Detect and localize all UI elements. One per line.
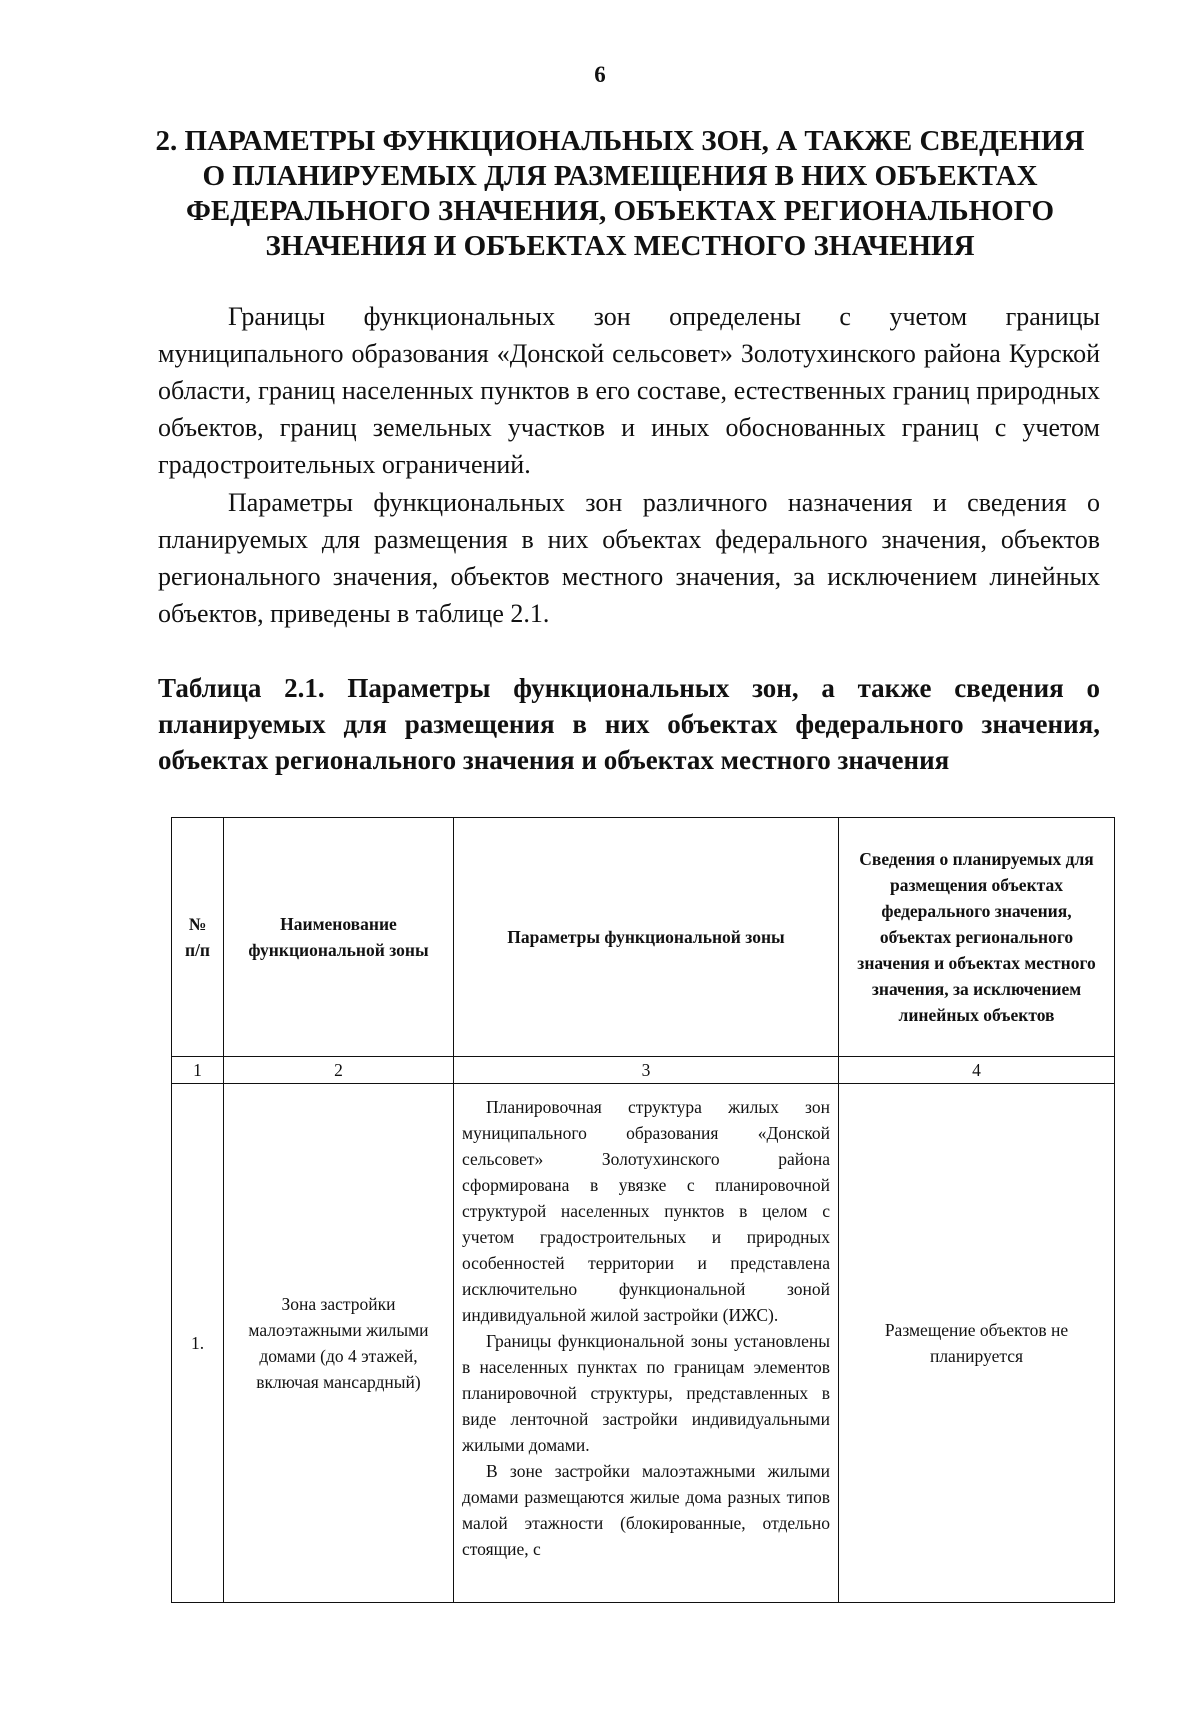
zone-name: Зона застройки малоэтажными жилыми домами (до 4 этажей, включая мансардный)	[224, 1084, 454, 1603]
section-title-line: ФЕДЕРАЛЬНОГО ЗНАЧЕНИЯ, ОБЪЕКТАХ РЕГИОНАЛЬНОГО	[185, 195, 1055, 227]
table-caption: Таблица 2.1. Параметры функциональных зон, а также сведения о планируемых для размещения в них объектах федерального значения, объектах регионального значения и объектах местного значения	[158, 673, 1100, 775]
zone-params	[454, 1084, 839, 1603]
table-header-row	[172, 818, 1115, 1057]
section-title-line: 2. ПАРАМЕТРЫ ФУНКЦИОНАЛЬНЫХ ЗОН, А ТАКЖЕ СВЕДЕНИЯ	[155, 125, 1085, 157]
section-title-line: О ПЛАНИРУЕМЫХ ДЛЯ РАЗМЕЩЕНИЯ В НИХ ОБЪЕКТАХ	[202, 160, 1038, 192]
body-paragraph: Параметры функциональных зон различного назначения и сведения о планируемых для размещения в них объектах федерального значения, объектов регионального значения, объектов местного значения, за исключением линейных объектов, приведены в таблице 2.1.	[158, 488, 1100, 628]
zone-params-paragraph: В зоне застройки малоэтажными жилыми домами размещаются жилые дома разных типов малой этажности (блокированные, отдельно стоящие, с	[462, 1461, 830, 1559]
header-zone-params: Параметры функциональной зоны	[454, 818, 839, 1057]
zone-params-paragraph: Планировочная структура жилых зон муниципального образования «Донской сельсовет» Золотухинского района сформирована в увязке с планировочной структурой населенных пунктов в целом с учетом градостроительных и природных особенностей территории и представлена исключительно функциональной зоной индивидуальной жилой застройки (ИЖС).	[462, 1097, 830, 1325]
header-zone-name: Наименование функциональной зоны	[224, 818, 454, 1057]
column-number-row	[172, 1057, 1115, 1084]
page-number: 6	[594, 62, 606, 87]
section-title-line: ЗНАЧЕНИЯ И ОБЪЕКТАХ МЕСТНОГО ЗНАЧЕНИЯ	[265, 230, 975, 262]
column-number: 4	[839, 1057, 1115, 1084]
body-paragraph: Границы функциональных зон определены с учетом границы муниципального образования «Донской сельсовет» Золотухинского района Курской области, границ населенных пунктов в его составе, естественных границ природных объектов, границ земельных участков и иных обоснованных границ с учетом градостроительных ограничений.	[158, 302, 1100, 479]
header-planned-objects: Сведения о планируемых для размещения объектах федерального значения, объектах регионального значения и объектах местного значения, за исключением линейных объектов	[839, 818, 1115, 1057]
planned-objects-info: Размещение объектов не планируется	[839, 1084, 1115, 1603]
column-number: 1	[172, 1057, 224, 1084]
section-title	[150, 124, 1090, 264]
column-number: 3	[454, 1057, 839, 1084]
zone-params-paragraph: Границы функциональной зоны установлены в населенных пунктах по границам элементов планировочной структуры, представленных в виде ленточной застройки индивидуальными жилыми домами.	[462, 1331, 830, 1455]
header-number: № п/п	[172, 818, 224, 1057]
zones-table	[171, 817, 1115, 1603]
column-number: 2	[224, 1057, 454, 1084]
row-number: 1.	[172, 1084, 224, 1603]
table-row	[172, 1084, 1115, 1603]
